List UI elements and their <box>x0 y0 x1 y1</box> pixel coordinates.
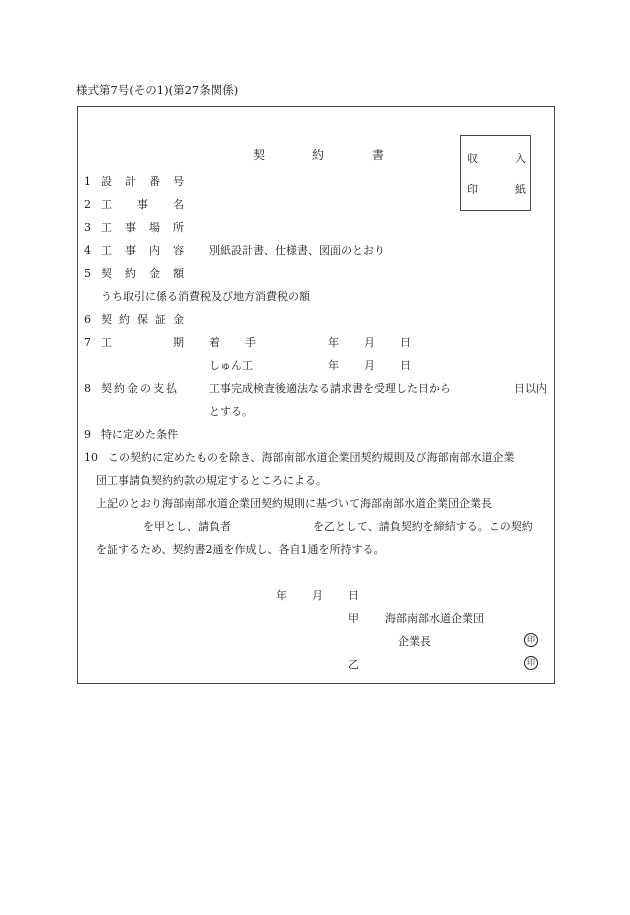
item-number: 5 <box>84 267 91 280</box>
date-year-label: 年 <box>328 336 339 349</box>
completion-label: しゅん工 <box>209 359 253 372</box>
item-label-char: 場 <box>149 221 160 234</box>
seal-mark-icon: 印 <box>524 656 538 670</box>
party-a-title: 企業長 <box>398 635 431 648</box>
date-month-label: 月 <box>364 336 375 349</box>
payment-terms-text: とする。 <box>209 405 253 418</box>
item-label-char: 証 <box>155 313 166 326</box>
date-day-label: 日 <box>400 359 411 372</box>
closing-text: を乙として、請負契約を締結する。この契約 <box>313 520 533 533</box>
item-label-char: 金 <box>149 267 160 280</box>
item-label-char: 設 <box>101 175 112 188</box>
item-number: 3 <box>84 221 91 234</box>
item10-text: この契約に定めたものを除き、海部南部水道企業団契約規則及び海部南部水道企業 <box>108 451 515 464</box>
item-label-char: 工 <box>101 198 112 211</box>
item-label-char: 約 <box>125 267 136 280</box>
item-label-char: 契 <box>101 313 112 326</box>
item-label-char: 期 <box>173 336 184 349</box>
item-label-char: 契 <box>101 267 112 280</box>
revenue-stamp-box <box>460 135 531 211</box>
item-label-char: 額 <box>173 267 184 280</box>
payment-terms-text: 工事完成検査後適法なる請求書を受理した日から <box>209 382 451 395</box>
item-number: 2 <box>84 198 91 211</box>
form-number-label: 様式第7号(その1)(第27条関係) <box>76 83 239 97</box>
date-day-label: 日 <box>348 589 359 602</box>
tax-amount-label: うち取引に係る消費税及び地方消費税の額 <box>101 290 310 303</box>
party-a-organization: 海部南部水道企業団 <box>385 612 484 625</box>
item-label-char: 保 <box>137 313 148 326</box>
item-number: 7 <box>84 336 91 349</box>
item-number: 10 <box>84 451 98 464</box>
closing-text: を甲とし、請負者 <box>143 520 231 533</box>
date-day-label: 日 <box>400 336 411 349</box>
item-label-char: 約 <box>119 313 130 326</box>
item-label-char: 工 <box>101 221 112 234</box>
item-label-char: 工 <box>101 336 112 349</box>
item-label-char: 計 <box>125 175 136 188</box>
item-label-char: 金 <box>173 313 184 326</box>
item-number: 9 <box>84 428 91 441</box>
item-label-char: 号 <box>173 175 184 188</box>
start-label-char: 手 <box>245 336 256 349</box>
closing-text: 上記のとおり海部南部水道企業団契約規則に基づいて海部南部水道企業団企業長 <box>96 497 492 510</box>
item-label-char: 事 <box>125 244 136 257</box>
stamp-label-char: 紙 <box>515 183 526 196</box>
stamp-label-char: 入 <box>515 152 526 165</box>
item-label-char: 事 <box>137 198 148 211</box>
payment-label: 契約金の支払 <box>101 382 179 395</box>
party-a-label: 甲 <box>348 612 359 625</box>
item-number: 4 <box>84 244 91 257</box>
item-label-char: 名 <box>173 198 184 211</box>
special-conditions-label: 特に定めた条件 <box>101 428 178 441</box>
item-label-char: 容 <box>173 244 184 257</box>
stamp-label-char: 印 <box>467 183 478 196</box>
work-content-value: 別紙設計書、仕様書、図面のとおり <box>209 244 385 257</box>
date-year-label: 年 <box>328 359 339 372</box>
item-label-char: 事 <box>125 221 136 234</box>
document-title-char: 書 <box>372 148 385 162</box>
closing-text: を証するため、契約書2通を作成し、各自1通を所持する。 <box>96 543 385 556</box>
start-label-char: 着 <box>209 336 220 349</box>
item10-text: 団工事請負契約約款の規定するところによる。 <box>96 474 327 487</box>
seal-mark-icon: 印 <box>524 633 538 647</box>
payment-days-suffix: 日以内 <box>514 382 547 395</box>
item-label-char: 工 <box>101 244 112 257</box>
item-number: 6 <box>84 313 91 326</box>
party-b-label: 乙 <box>348 658 359 671</box>
item-label-char: 内 <box>149 244 160 257</box>
stamp-label-char: 収 <box>467 152 478 165</box>
item-number: 1 <box>84 175 91 188</box>
document-title-char: 契 <box>253 148 266 162</box>
item-number: 8 <box>84 382 91 395</box>
date-month-label: 月 <box>312 589 323 602</box>
item-label-char: 番 <box>149 175 160 188</box>
date-year-label: 年 <box>276 589 287 602</box>
document-title-char: 約 <box>312 148 325 162</box>
item-label-char: 所 <box>173 221 184 234</box>
date-month-label: 月 <box>364 359 375 372</box>
